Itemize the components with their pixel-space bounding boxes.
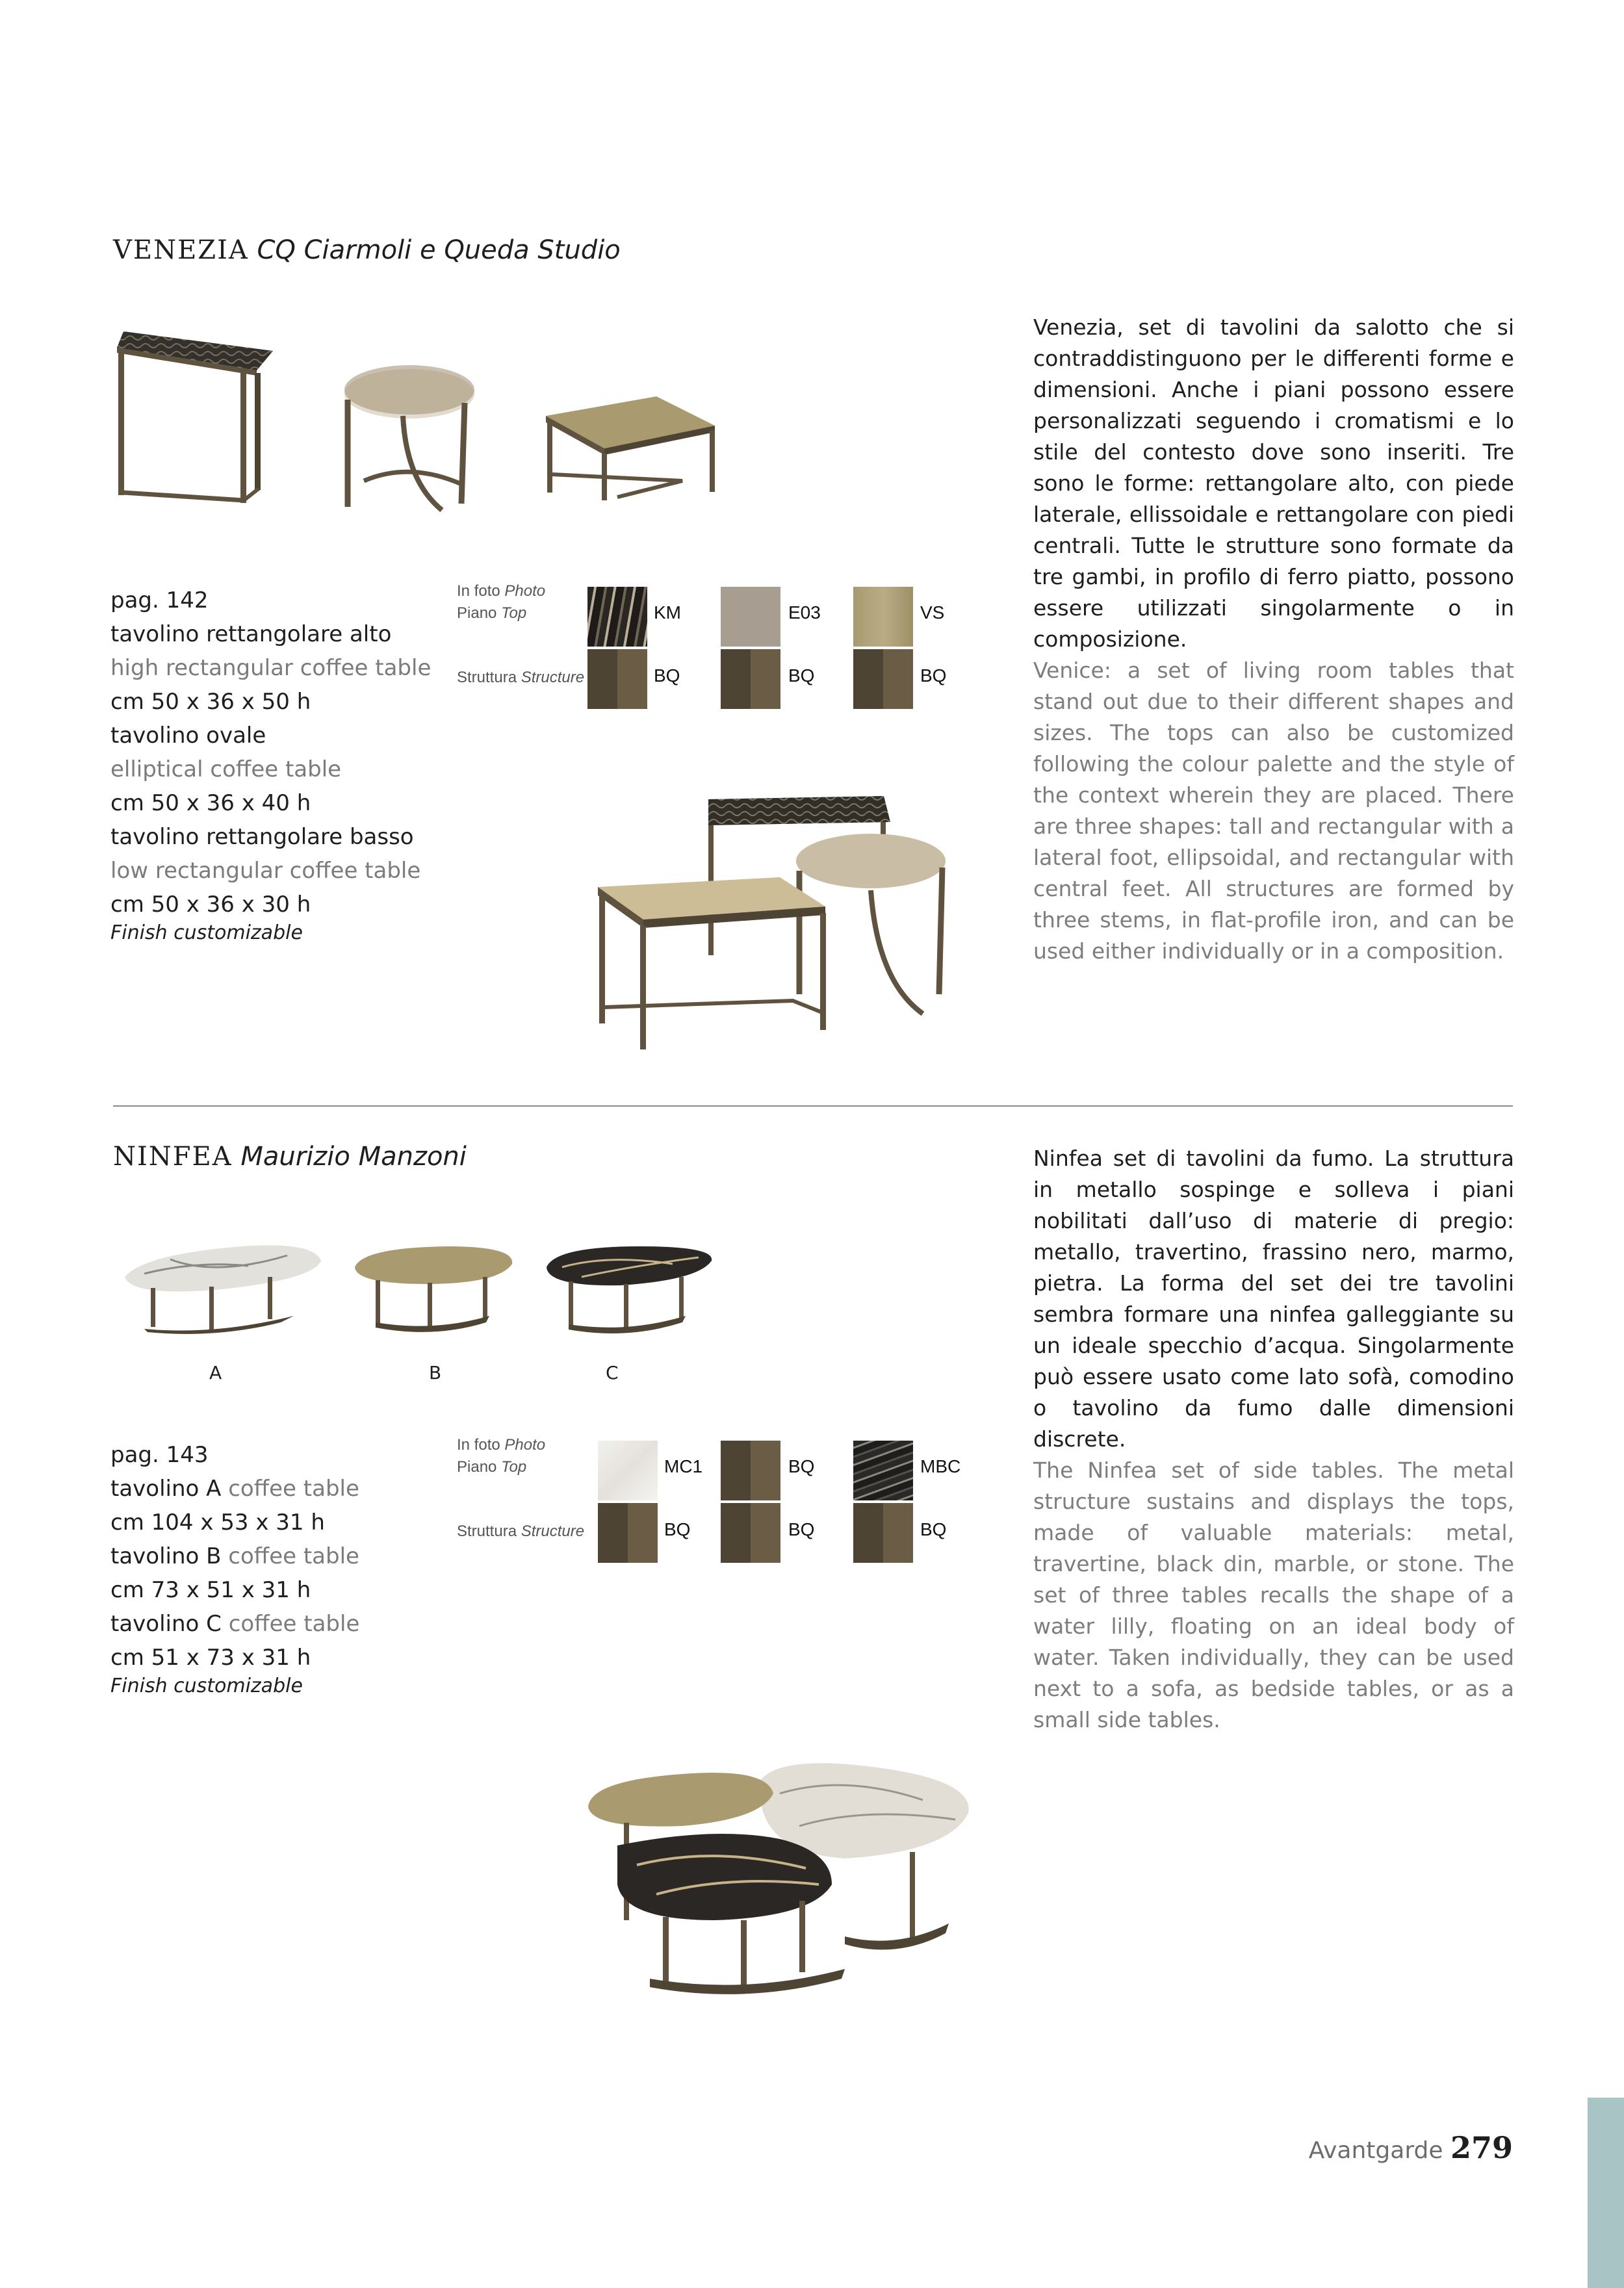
ninfea-item-c: tavolino C coffee table (110, 1611, 360, 1637)
venezia-page-ref: pag. 142 (110, 587, 209, 613)
swatch-ninfea-bq-1 (598, 1503, 658, 1563)
venezia-item3-it: tavolino rettangolare basso (110, 824, 414, 850)
swatch-vs (853, 587, 913, 647)
ninfea-letter-a: A (209, 1362, 222, 1383)
ninfea-table-a-image (118, 1241, 326, 1345)
code-bq-top: BQ (788, 1456, 815, 1476)
ninfea-composition-image (585, 1755, 975, 2001)
ninfea-item-b: tavolino B coffee table (110, 1543, 359, 1569)
ninfea-letter-c: C (606, 1362, 619, 1383)
ninfea-structure-label: Struttura Structure (457, 1523, 585, 1540)
code-mbc: MBC (920, 1456, 961, 1476)
venezia-item2-en: elliptical coffee table (110, 756, 342, 782)
swatch-ninfea-bq-3 (853, 1503, 913, 1563)
ninfea-item-c-dim: cm 51 x 73 x 31 h (110, 1645, 311, 1671)
venezia-name: VENEZIA (113, 235, 249, 265)
code-e03: E03 (788, 602, 821, 623)
ninfea-table-c-image (543, 1241, 718, 1345)
venezia-structure-label: Struttura Structure (457, 669, 585, 686)
swatch-e03 (721, 587, 780, 647)
venezia-item3-dim: cm 50 x 36 x 30 h (110, 892, 311, 918)
ninfea-item-b-dim: cm 73 x 51 x 31 h (110, 1577, 311, 1603)
swatch-mbc (853, 1441, 913, 1500)
footer-section: Avantgarde (1308, 2137, 1443, 2164)
section-tab (1588, 2098, 1624, 2288)
venezia-top-label: In foto Photo Piano Top (457, 582, 546, 622)
venezia-title (113, 235, 621, 265)
venezia-desc-en: Venice: a set of living room tables that stand out due to their different shapes and sizes. The tops can also be customized following the colour palette and the style of the context wherein they are placed. There are three shapes: tall and rectangular with a lateral foot, ellipsoidal, and rectangular with central feet. All structures are formed by three stems, in flat-profile iron, and can be used either individually or in a composition. (1033, 658, 1514, 964)
code-ninfea-bq-1: BQ (664, 1519, 691, 1539)
venezia-spec (110, 584, 448, 945)
ninfea-title (113, 1142, 467, 1172)
code-bq-1: BQ (654, 665, 680, 686)
swatch-bq-top (721, 1441, 780, 1500)
swatch-bq-3 (853, 649, 913, 709)
ninfea-name: NINFEA (113, 1142, 233, 1172)
venezia-item2-it: tavolino ovale (110, 723, 266, 749)
venezia-composition-image (585, 786, 949, 1059)
venezia-item1-it: tavolino rettangolare alto (110, 621, 392, 647)
ninfea-item-a-dim: cm 104 x 53 x 31 h (110, 1510, 325, 1536)
swatch-km (587, 587, 647, 647)
ninfea-table-b-image (350, 1241, 519, 1345)
code-mc1: MC1 (664, 1456, 703, 1476)
venezia-item1-en: high rectangular coffee table (110, 655, 432, 681)
section-divider (113, 1105, 1513, 1107)
ninfea-desc-en: The Ninfea set of side tables. The metal structure sustains and displays the tops, made of valuable materials: metal, travertine, black din, marble, or stone. The set of three tables recalls the shape of a water lilly, floating on an ideal body of water. Taken individually, they can be used next to a sofa, as bedside tables, or as a small side tables. (1033, 1458, 1514, 1732)
swatch-ninfea-bq-2 (721, 1503, 780, 1563)
venezia-item3-en: low rectangular coffee table (110, 858, 421, 884)
ninfea-spec (110, 1438, 448, 1698)
ninfea-finish: Finish customizable (110, 1675, 303, 1697)
venezia-item2-dim: cm 50 x 36 x 40 h (110, 790, 311, 816)
page-footer (1309, 2130, 1513, 2165)
code-bq-3: BQ (920, 665, 947, 686)
ninfea-page-ref: pag. 143 (110, 1442, 209, 1468)
code-vs: VS (920, 602, 945, 623)
swatch-bq-2 (721, 649, 780, 709)
code-ninfea-bq-2: BQ (788, 1519, 815, 1539)
venezia-author: CQ Ciarmoli e Queda Studio (257, 235, 621, 265)
venezia-item1-dim: cm 50 x 36 x 50 h (110, 689, 311, 715)
venezia-high-table-image (110, 318, 286, 513)
ninfea-top-label: In foto Photo Piano Top (457, 1436, 546, 1476)
ninfea-letter-b: B (429, 1362, 442, 1383)
venezia-finish: Finish customizable (110, 921, 303, 944)
code-ninfea-bq-3: BQ (920, 1519, 947, 1539)
code-bq-2: BQ (788, 665, 815, 686)
page-number: 279 (1450, 2130, 1513, 2165)
swatch-bq-1 (587, 649, 647, 709)
ninfea-desc-it: Ninfea set di tavolini da fumo. La struttura in metallo sospinge e solleva i piani nobilitati dall’uso di materie di pregio: metallo, travertino, frassino nero, marmo, pietra. La forma del set dei tre tavolini sembra formare una ninfea galleggiante su un ideale specchio d’acqua. Singolarmente può essere usato come lato sofà, comodino o tavolino da fumo dalle dimensioni discrete. (1033, 1146, 1514, 1452)
venezia-oval-table-image (338, 364, 481, 520)
swatch-mc1 (598, 1441, 658, 1500)
ninfea-author: Maurizio Manzoni (240, 1142, 467, 1172)
venezia-desc-it: Venezia, set di tavolini da salotto che si contraddistinguono per le differenti forme e dimensioni. Anche i piani possono essere personalizzati seguendo i cromatismi e lo stile del contesto dove sono inseriti. Tre sono le forme: rettangolare alto, con piede laterale, ellissoidale e rettangolare con piedi centrali. Tutte le strutture sono formate da tre gambi, in profilo di ferro piatto, possono essere utilizzati singolarmente o in composizione. (1033, 315, 1514, 652)
venezia-low-table-image (539, 390, 721, 507)
ninfea-item-a: tavolino A coffee table (110, 1476, 359, 1502)
code-km: KM (654, 602, 681, 623)
